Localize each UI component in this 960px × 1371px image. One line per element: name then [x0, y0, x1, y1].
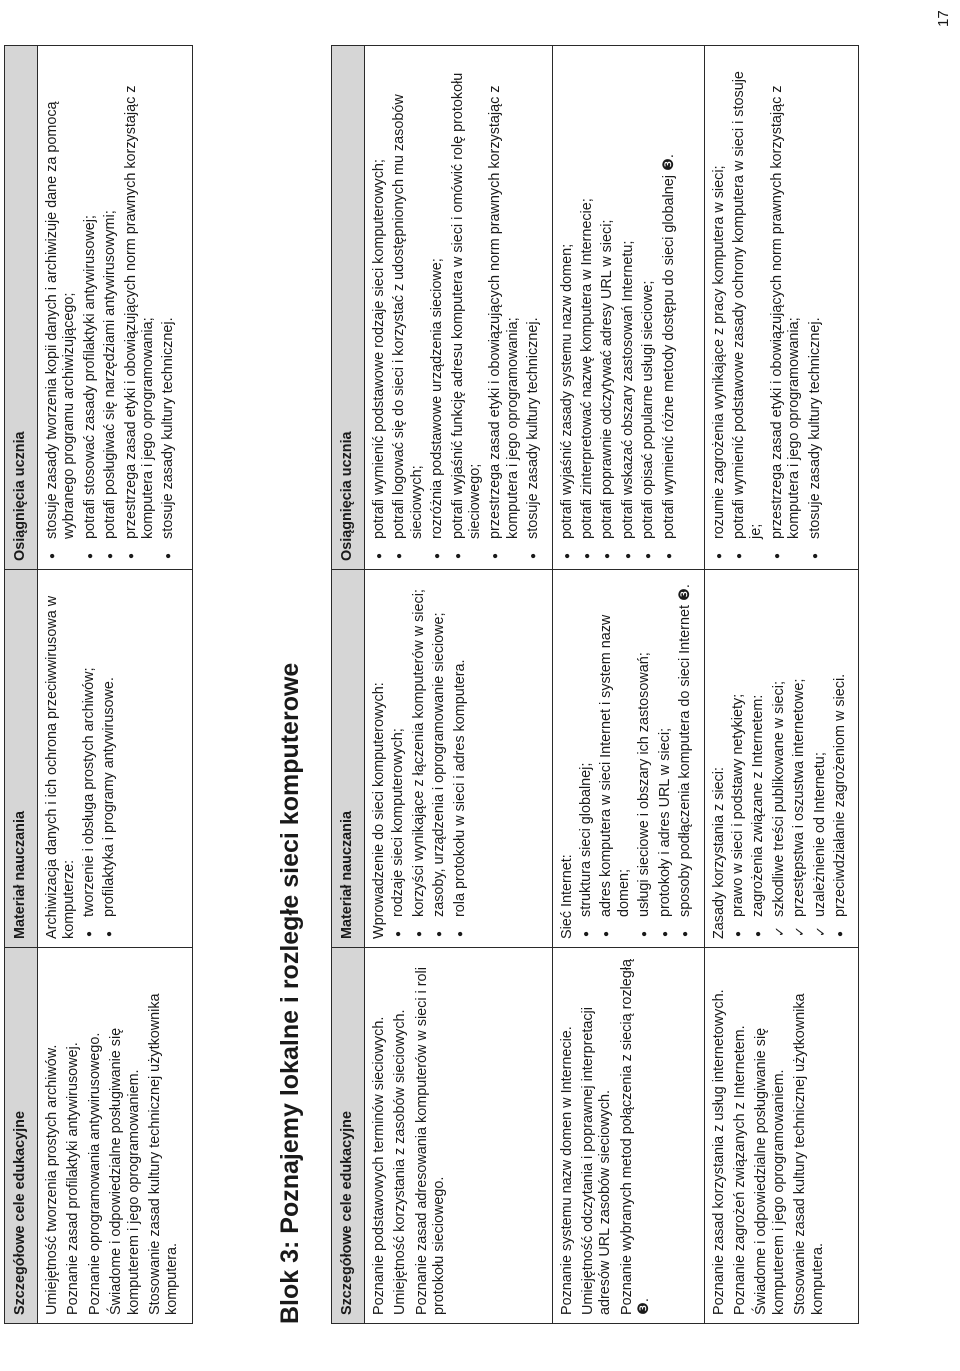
header-goals: Szczegółowe cele edukacyjne: [5, 948, 38, 1324]
list-item: ● protokoły i adres URL w sieci;: [657, 578, 674, 939]
table-block-2: [4, 45, 193, 1324]
list-item: ● potrafi posługiwać się narzędziami antywirusowymi;: [102, 54, 119, 561]
material-intro: Sieć Internet:: [558, 854, 575, 939]
list-item: ● sposoby podłączenia komputera do sieci Internet ❸.: [677, 578, 694, 939]
list-item: ● tworzenie i obsługa prostych archiwów;: [81, 578, 98, 939]
list-item: ● prawo w sieci i podstawy netykiety;: [730, 578, 747, 939]
header-achievements: Osiągnięcia ucznia: [5, 46, 38, 570]
achievements-cell: [365, 46, 553, 570]
achievements-cell: [38, 46, 193, 570]
check-list-item: ✓ szkodliwe treści publikowane w sieci;: [771, 578, 788, 939]
list-item: ● stosuje zasady kultury technicznej.: [525, 54, 542, 561]
goal-text: Poznanie zasad adresowania komputerów w sieci i roli protokołu sieciowego.: [413, 967, 448, 1315]
list-item: ● usługi sieciowe i obszary ich zastosowań;: [636, 578, 653, 939]
header-achievements: Osiągnięcia ucznia: [332, 46, 365, 570]
list-item: ● zagrożenia związane z Internetem:: [750, 578, 767, 939]
list-item: ● zasoby, urządzenia i oprogramowanie sieciowe;: [431, 578, 448, 939]
goal-text: Poznanie oprogramowania antywirusowego.: [86, 1032, 103, 1315]
table-row: [365, 46, 553, 1324]
list-item: ● przestrzega zasad etyki i obowiązujących norm prawnych korzystając z komputera i jego oprogramowania;: [123, 54, 158, 561]
goal-text: Stosowanie zasad kultury technicznej użytkownika komputera.: [147, 993, 181, 1315]
goal-text: Poznanie zasad korzystania z usług internetowych.: [710, 989, 727, 1315]
list-item: ● adres komputera w sieci Internet i system nazw domen;: [598, 578, 633, 939]
list-item: ● struktura sieci globalnej;: [578, 578, 595, 939]
material-cell: [38, 570, 193, 948]
list-item: ● przestrzega zasad etyki i obowiązujących norm prawnych korzystając z komputera i jego oprogramowania;: [487, 54, 522, 561]
material-intro: Zasady korzystania z sieci:: [710, 767, 727, 939]
header-goals: Szczegółowe cele edukacyjne: [332, 948, 365, 1324]
check-list-item: ✓ uzależnienie od Internetu;: [812, 578, 829, 939]
material-cell: [365, 570, 553, 948]
goal-text: Umiejętność korzystania z zasobów sieciowych.: [392, 1009, 409, 1315]
goal-text: Poznanie zagrożeń związanych z Internetem.: [731, 1025, 748, 1315]
table-row: [704, 46, 859, 1324]
block-title: Blok 3: Poznajemy lokalne i rozległe sieci komputerowe: [276, 662, 304, 1324]
goals-cell: [365, 948, 553, 1324]
goal-text: Umiejętność tworzenia prostych archiwów.: [44, 1044, 60, 1315]
goal-text: Poznanie zasad profilaktyki antywirusowej.: [65, 1042, 82, 1315]
list-item: ● rozróżnia podstawowe urządzenia sieciowe;: [429, 54, 446, 561]
table-header-row: [332, 46, 365, 1324]
achievements-cell: [552, 46, 704, 570]
material-intro: Wprowadzenie do sieci komputerowych:: [371, 682, 387, 939]
goals-cell: [38, 948, 193, 1324]
list-item: ● stosuje zasady kultury technicznej.: [160, 54, 177, 561]
list-item: ● przeciwdziałanie zagrożeniom w sieci.: [832, 578, 849, 939]
list-item: ● profilaktyka i programy antywirusowe.: [101, 578, 118, 939]
list-item: ● przestrzega zasad etyki i obowiązujących norm prawnych korzystając z komputera i jego oprogramowania;: [769, 54, 804, 561]
list-item: ● potrafi wymienić podstawowe rodzaje sieci komputerowych;: [371, 54, 388, 561]
table-row: [38, 46, 193, 1324]
material-cell: [704, 570, 859, 948]
goal-text: Umiejętność odczytania i poprawnej interpretacji adresów URL zasobów sieciowych.: [580, 1007, 614, 1315]
list-item: ● korzyści wynikające z łączenia komputerów w sieci;: [411, 578, 428, 939]
achievements-cell: [704, 46, 859, 570]
goals-cell: [704, 948, 859, 1324]
goal-text: Poznanie systemu nazw domen w Internecie.: [558, 1026, 575, 1315]
list-item: ● potrafi zinterpretować nazwę komputera w Internecie;: [579, 54, 596, 561]
table-row: [552, 46, 704, 1324]
table-header-row: [5, 46, 38, 1324]
list-item: ● potrafi wyjaśnić funkcję adresu komputera w sieci i omówić rolę protokołu sieciowego;: [450, 54, 485, 561]
material-intro: Archiwizacja danych i ich ochrona przeciwwirusowa w komputerze:: [44, 595, 78, 939]
goal-text: Poznanie wybranych metod połączenia z siecią rozległą ❸.: [618, 959, 653, 1315]
goal-text: Świadome i odpowiedzialne posługiwanie się komputerem i jego oprogramowaniem.: [753, 1027, 787, 1315]
list-item: ● rozumie zagrożenia wynikające z pracy komputera w sieci;: [711, 54, 728, 561]
list-item: ● potrafi opisać popularne usługi sieciowe;: [640, 54, 657, 561]
list-item: ● potrafi wskazać obszary zastosowań Internetu;: [620, 54, 637, 561]
goal-text: Poznanie podstawowych terminów sieciowych.: [371, 1016, 387, 1315]
list-item: ● stosuje zasady tworzenia kopii danych i archiwizuje dane za pomocą wybranego programu archiwizującego;: [44, 54, 79, 561]
list-item: ● potrafi wymienić różne metody dostępu do sieci globalnej ❸.: [661, 54, 678, 561]
header-material: Materiał nauczania: [332, 570, 365, 948]
header-material: Materiał nauczania: [5, 570, 38, 948]
page-number: 17: [935, 10, 952, 27]
table-block-3: [331, 45, 859, 1324]
goal-text: Stosowanie zasad kultury technicznej użytkownika komputera.: [792, 993, 826, 1315]
list-item: ● potrafi wyjaśnić zasady systemu nazw domen;: [559, 54, 576, 561]
goals-cell: [552, 948, 704, 1324]
list-item: ● potrafi wymienić podstawowe zasady ochrony komputera w sieci i stosuje je;: [731, 54, 766, 561]
list-item: ● potrafi poprawnie odczytywać adresy URL w sieci;: [599, 54, 616, 561]
goal-text: Świadome i odpowiedzialne posługiwanie się komputerem i jego oprogramowaniem.: [108, 1027, 142, 1315]
list-item: ● stosuje zasady kultury technicznej.: [807, 54, 824, 561]
material-cell: [552, 570, 704, 948]
list-item: ● potrafi stosować zasady profilaktyki antywirusowej;: [82, 54, 99, 561]
list-item: ● rodzaje sieci komputerowych;: [390, 578, 407, 939]
check-list-item: ✓ przestępstwa i oszustwa internetowe;: [791, 578, 808, 939]
list-item: ● potrafi logować się do sieci i korzystać z udostępnionych mu zasobów sieciowych;: [391, 54, 426, 561]
list-item: ● rola protokołu w sieci i adres komputera.: [452, 578, 469, 939]
